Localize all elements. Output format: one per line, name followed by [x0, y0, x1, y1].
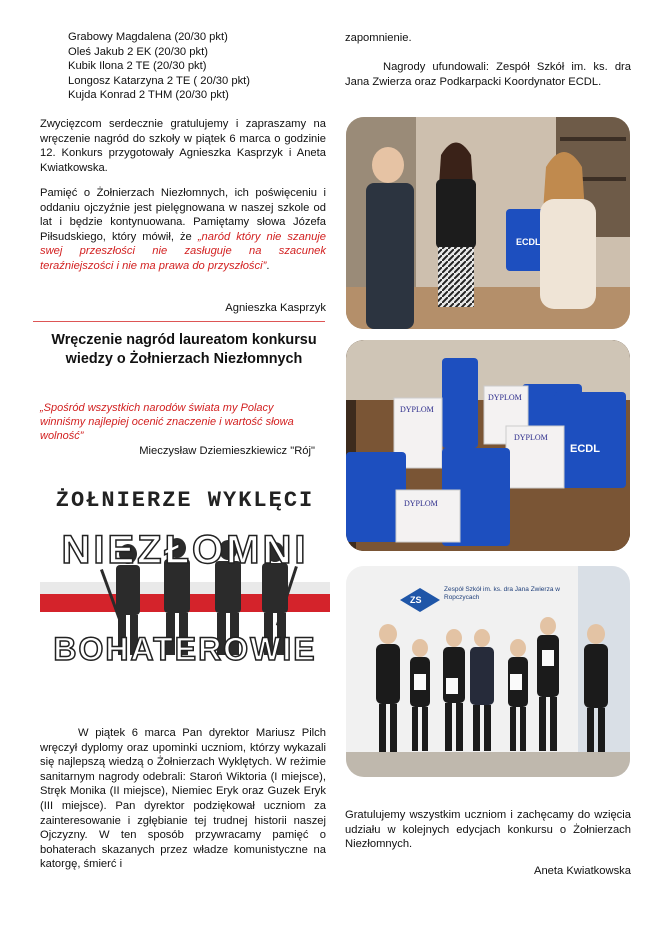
photo3-logo: ZS	[410, 595, 422, 605]
continued-text: zapomnienie.	[345, 32, 412, 44]
photo3-graphic	[346, 566, 630, 777]
motto-author: Mieczysław Dziemieszkiewicz "Rój"	[139, 445, 315, 457]
winner-1: Grabowy Magdalena (20/30 pkt)	[68, 31, 228, 43]
photo3-sign: Zespół Szkół im. ks. dra Jana Zwierza w Ropczycach	[444, 586, 560, 601]
photo1-bag-label: ECDL	[516, 237, 541, 247]
quote-end: .	[266, 259, 270, 272]
motto-quote: „Spośród wszystkich narodów świata my Polacy winniśmy najlepiej ocenić znaczenie i wartość słowa wolność”	[40, 402, 294, 442]
author-kwiatkowska: Aneta Kwiatkowska	[533, 865, 631, 877]
photo2-diploma-4: DYPLOM	[404, 499, 438, 508]
winner-3: Kubik Ilona 2 TE (20/30 pkt)	[68, 60, 207, 73]
winner-5: Kujda Konrad 2 THM (20/30 pkt)	[68, 89, 229, 102]
ceremony-paragraph: W piątek 6 marca Pan dyrektor Mariusz Pilch wręczył dyplomy oraz upominki uczniom, którzy wykazali się najlepszą wiedzą o Żołnierzach Wyklętych. W reżimie sanitarnym nagrody odebrali: Staroń Wiktoria (I miejsce), Stręk Monika (II miejsce), Niemiec Eryk oraz Guzek Eryk (III miejsce). Pan dyrektor podziękował uczniom za zainteresowanie i zgłębianie tej trudnej historii naszej Ojczyzny. W ten sposób przywracamy pamięć o bohaterach skazanych przez władze komunistyczne na katorgę, śmierć i	[40, 727, 326, 871]
photo2-diploma-1: DYPLOM	[488, 393, 522, 402]
poster-image	[40, 470, 330, 702]
winner-2: Oleś Jakub 2 EK (20/30 pkt)	[68, 45, 208, 58]
photo1-graphic	[346, 117, 630, 329]
section-divider	[33, 321, 325, 322]
pilsudski-quote: „naród który nie szanuje swej przeszłości nie zasługuje na szacunek teraźniejszości i nie ma prawa do przyszłości”	[40, 230, 326, 272]
memory-text: Pamięć o Żołnierzach Niezłomnych, ich poświęceniu i oddaniu ojczyźnie jest pielęgnowana w naszej szkole od lat i będzie kontynuowana. Pamiętamy słowa Józefa Piłsudskiego, który mówił, że	[40, 187, 326, 243]
sponsors-paragraph: Nagrody ufundowali: Zespół Szkół im. ks. dra Jana Zwierza oraz Podkarpacki Koordynator ECDL.	[345, 61, 631, 88]
poster-line-1: ŻOŁNIERZE WYKLĘCI	[55, 488, 315, 513]
photo2-graphic	[346, 340, 630, 551]
photo-diplomas-bags	[346, 340, 630, 551]
photo2-bag-label: ECDL	[570, 443, 600, 455]
poster-graphic	[40, 470, 330, 702]
memory-paragraph	[40, 186, 326, 274]
author-kasprzyk: Agnieszka Kasprzyk	[225, 302, 326, 314]
congratulation-paragraph: Zwycięzcom serdecznie gratulujemy i zapraszamy na wręczenie nagród do szkoły w piątek 6 marca o godzinie 12. Konkurs przygotowały Agnieszka Kasprzyk i Aneta Kwiatkowska.	[40, 118, 326, 174]
photo2-diploma-2: DYPLOM	[400, 405, 434, 414]
photo-group	[346, 566, 630, 777]
article-title: Wręczenie nagród laureatom konkursu wiedzy o Żołnierzach Niezłomnych	[51, 332, 317, 367]
closing-paragraph: Gratulujemy wszystkim uczniom i zachęcamy do wzięcia udziału w kolejnych edycjach konkursu o Żołnierzach Niezłomnych.	[345, 809, 631, 851]
photo-award-handover	[346, 117, 630, 329]
photo2-diploma-3: DYPLOM	[514, 433, 548, 442]
poster-line-2: NIEZŁOMNI	[61, 528, 309, 572]
poster-line-3: BOHATEROWIE	[53, 631, 317, 667]
winner-4: Longosz Katarzyna 2 TE ( 20/30 pkt)	[68, 74, 251, 87]
